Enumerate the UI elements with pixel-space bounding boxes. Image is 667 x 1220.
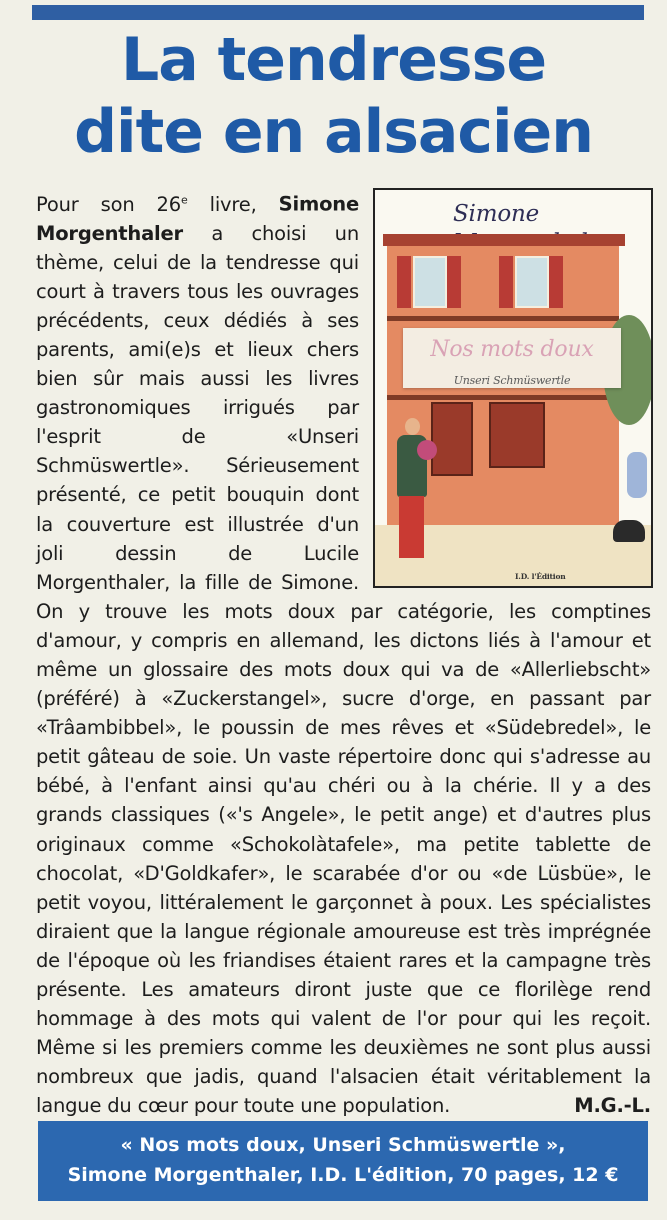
timber-beam (387, 395, 619, 400)
shutter (447, 256, 461, 308)
cover-title-panel (403, 328, 621, 388)
caption-line-2: Simone Morgenthaler, I.D. L'édition, 70 pages, 12 € (67, 1164, 619, 1186)
shutter (397, 256, 411, 308)
cover-publisher: I.D. l'Édition (515, 572, 566, 581)
byline: M.G.-L. (574, 1094, 651, 1118)
child-figure (627, 452, 647, 498)
headline (20, 24, 647, 168)
cover-subtitle: Unseri Schmüswertle (453, 374, 571, 388)
article-intro: Pour son 26 (36, 192, 181, 216)
book-info-caption (38, 1121, 648, 1201)
door (431, 402, 473, 476)
top-rule (32, 5, 644, 20)
article-intro-after: livre, (187, 192, 279, 216)
cover-signature: Simone (453, 201, 539, 227)
cover-title: Nos mots doux (430, 337, 594, 362)
headline-line-1: La tendresse (120, 25, 547, 95)
shutter (499, 256, 513, 308)
window (515, 256, 549, 308)
headline-line-2: dite en alsacien (74, 97, 593, 167)
roof-illustration (383, 234, 625, 246)
author-name: Simone Morgenthaler (36, 192, 359, 245)
ordinal-superscript: e (180, 193, 188, 206)
timber-beam (387, 316, 619, 321)
cat-figure (613, 520, 645, 542)
person-head (405, 418, 420, 435)
article-text: a choisi un thème, celui de la tendresse qui court à travers tous les ouvrages précédents, ceux dédiés à ses parents, ami(e)s et lieux chers bien sûr mais aussi les livres gastronomiques irrigués par l'esprit de «Unseri Schmüswertle». Sérieusement présenté, ce petit bouquin dont la couverture est illustrée d'un joli dessin de Lucile Morgenthaler, la fille de Simone. On y trouve les mots doux par catégorie, les comptines d'amour, y compris en allemand, les dictons liés à l'amour et même un glossaire des mots doux qui va de «Allerliebscht» (préféré) à «Zuckerstangel», sucre d'orge, en passant par «Trâambibbel», le poussin de mes rêves et «Südebredel», le petit gâteau de soie. Un vaste répertoire donc qui s'adresse au bébé, à l'enfant ainsi qu'au chéri ou à la chérie. Il y a des grands classiques («'s Angele», le petit ange) et d'autres plus originaux comme «Schokolàtafele», ma petite tablette de chocolat, «D'Goldkafer», le scarabée d'or ou «de Lüsbüe», le petit voyou, littéralement le garçonnet à poux. Les spécialistes diraient que la langue régionale amoureuse est très imprégnée de l'époque où les friandises étaient rares et la campagne très présente. Les amateurs diront juste que ce florilège rend hommage à des mots qui valent de l'or pour qui les reçoit. Même si les premiers comme les deuxièmes ne sont plus aussi nombreux que jadis, quand l'alsacien était véritablement la langue du cœur pour toute une population. (36, 221, 651, 1118)
window (413, 256, 447, 308)
shutter (549, 256, 563, 308)
caption-line-1: « Nos mots doux, Unseri Schmüswertle », (120, 1134, 566, 1156)
book-cover-image (373, 188, 653, 588)
flower-bouquet (417, 440, 437, 460)
article-body (36, 185, 651, 1121)
door (489, 402, 545, 468)
person-legs (399, 496, 424, 558)
